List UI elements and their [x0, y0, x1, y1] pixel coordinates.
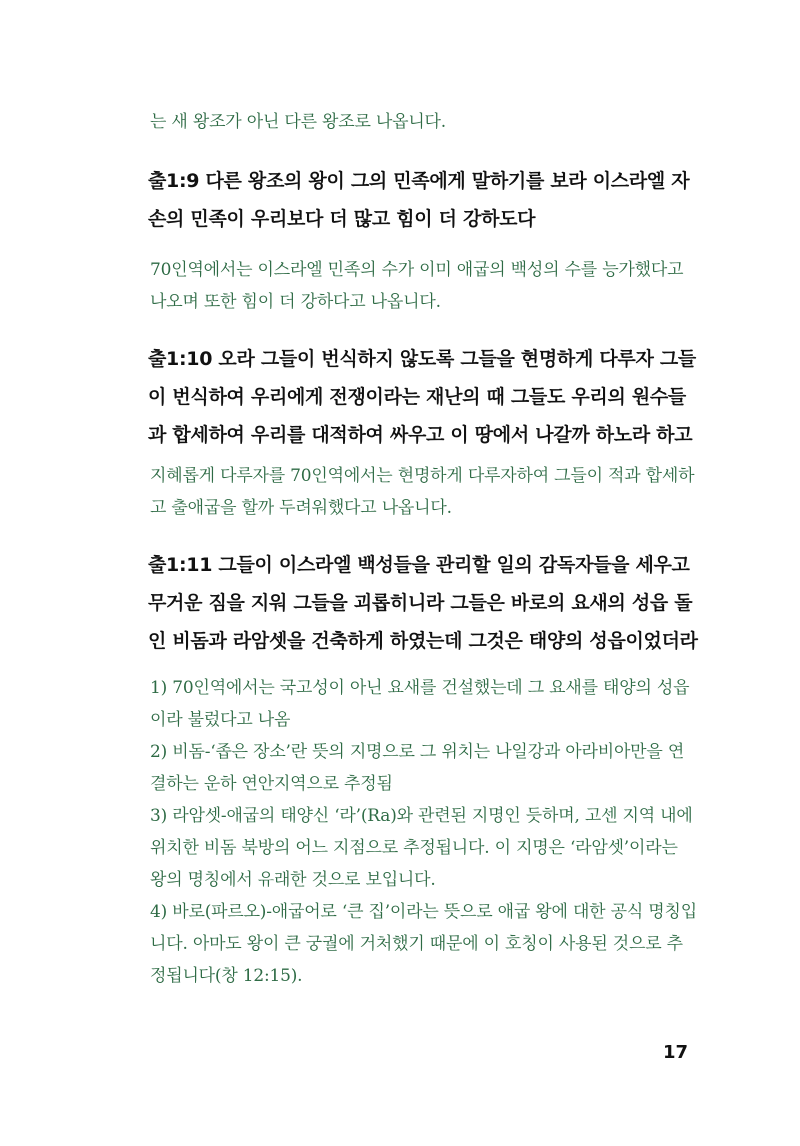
verse-1-9: 출1:9 다른 왕조의 왕이 그의 민족에게 말하기를 보라 이스라엘 자손의 민족이 우리보다 더 많고 힘이 더 강하도다	[148, 170, 690, 230]
intro-note: 는 새 왕조가 아닌 다른 왕조로 나옵니다.	[150, 112, 446, 132]
note-verse-1-9: 70인역에서는 이스라엘 민족의 수가 이미 애굽의 백성의 수를 능가했다고 나오며 또한 힘이 더 강하다고 나옵니다.	[150, 260, 684, 312]
note-verse-1-10: 지혜롭게 다루자를 70인역에서는 현명하게 다루자하여 그들이 적과 합세하고 출애굽을 할까 두려워했다고 나옵니다.	[150, 466, 695, 518]
footnote-2: 2) 비돔-‘좁은 장소’란 뜻의 지명으로 그 위치는 나일강과 아라비아만을 연결하는 운하 연안지역으로 추정됨	[150, 742, 685, 794]
verse-1-10: 출1:10 오라 그들이 번식하지 않도록 그들을 현명하게 다루자 그들이 번식하여 우리에게 전쟁이라는 재난의 때 그들도 우리의 원수들과 합세하여 우리를 대적하여 싸우고 이 땅에서 나갈까 하노라 하고	[148, 348, 696, 446]
footnotes	[150, 672, 698, 992]
footnote-1: 1) 70인역에서는 국고성이 아닌 요새를 건설했는데 그 요새를 태양의 성읍이라 불렀다고 나옴	[150, 678, 690, 730]
footnote-3: 3) 라암셋-애굽의 태양신 ‘라’(Ra)와 관련된 지명인 듯하며, 고센 지역 내에 위치한 비돔 북방의 어느 지점으로 추정됩니다. 이 지명은 ‘라암셋’이라는 왕의 명칭에서 유래한 것으로 보입니다.	[150, 806, 693, 890]
page-number: 17	[662, 1042, 688, 1063]
footnote-4: 4) 바로(파르오)-애굽어로 ‘큰 집’이라는 뜻으로 애굽 왕에 대한 공식 명칭입니다. 아마도 왕이 큰 궁궐에 거처했기 때문에 이 호칭이 사용된 것으로 추정됩니다(창 12:15).	[150, 902, 697, 986]
verse-1-11: 출1:11 그들이 이스라엘 백성들을 관리할 일의 감독자들을 세우고 무거운 짐을 지워 그들을 괴롭히니라 그들은 바로의 요새의 성읍 돌인 비돔과 라암셋을 건축하게 하였는데 그것은 태양의 성읍이었더라	[148, 554, 698, 652]
